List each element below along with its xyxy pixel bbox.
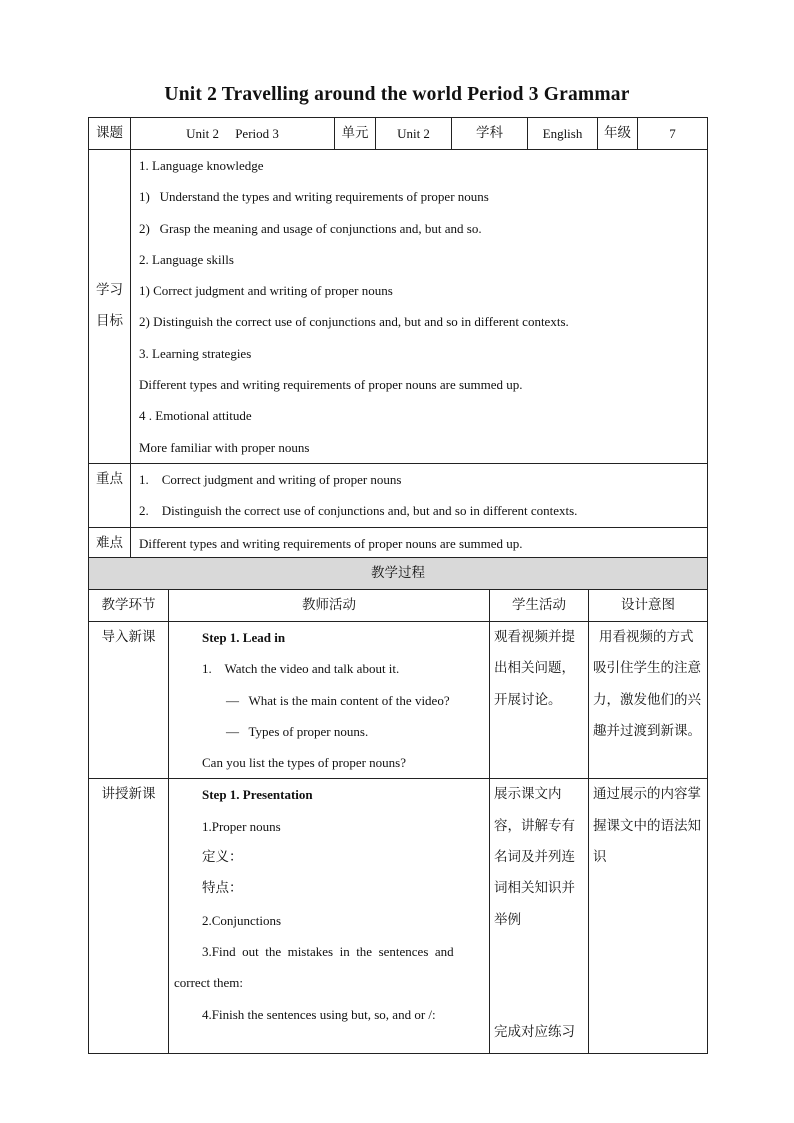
design-intent-cell: 通过展示的内容掌握课文中的语法知识 (589, 779, 708, 1054)
objective-line: 1) Correct judgment and writing of proper nouns (139, 283, 393, 299)
column-header-stage: 教学环节 (89, 590, 169, 622)
teacher-activity-cell (169, 622, 490, 779)
difficulty-label: 难点 (89, 527, 131, 559)
column-header-teacher: 教师活动 (169, 590, 490, 622)
teacher-line: 1. Watch the video and talk about it. (202, 661, 400, 677)
teacher-line: — Types of proper nouns. (226, 723, 369, 739)
unit-label: 单元 (335, 118, 376, 150)
objective-line: Different types and writing requirements of proper nouns are summed up. (139, 377, 523, 393)
student-activity-cell (490, 779, 589, 1054)
topic-value: Unit 2 Period 3 (131, 118, 335, 150)
objectives-content (131, 150, 708, 464)
column-header-intent: 设计意图 (589, 590, 708, 622)
student-exercise-text: 完成对应练习 (494, 1024, 575, 1041)
teacher-line: 定义： (202, 849, 243, 866)
teacher-line: — What is the main content of the video? (226, 692, 450, 708)
objective-line: More familiar with proper nouns (139, 439, 310, 455)
student-activity-cell: 观看视频并提出相关问题，开展讨论。 (490, 622, 589, 779)
teacher-line: 2.Conjunctions (202, 912, 282, 928)
subject-label: 学科 (452, 118, 528, 150)
objective-line: 4 . Emotional attitude (139, 408, 252, 424)
teacher-step-heading: Step 1. Presentation (202, 787, 313, 803)
key-points-label: 重点 (89, 463, 131, 527)
teacher-line: 4.Finish the sentences using but, so, and or /: (202, 1006, 436, 1022)
subject-value: English (528, 118, 598, 150)
grade-value: 7 (638, 118, 708, 150)
difficulty-text: Different types and writing requirements of proper nouns are summed up. (131, 527, 708, 559)
objective-line: 2) Grasp the meaning and usage of conjunctions and, but and so. (139, 220, 482, 236)
teacher-line: 1.Proper nouns (202, 818, 281, 834)
stage-cell: 讲授新课 (89, 779, 169, 1054)
objectives-label-line1: 学习 (96, 282, 123, 299)
column-header-student: 学生活动 (490, 590, 589, 622)
process-section-title: 教学过程 (89, 558, 708, 590)
teacher-activity-cell (169, 779, 490, 1054)
objective-line: 2) Distinguish the correct use of conjunctions and, but and so in different contexts. (139, 314, 569, 330)
teacher-line: correct them: (174, 975, 243, 991)
lesson-info-table (88, 117, 708, 560)
design-intent-cell: 用看视频的方式吸引住学生的注意力，激发他们的兴趣并过渡到新课。 (589, 622, 708, 779)
objective-line: 1) Understand the types and writing requirements of proper nouns (139, 189, 489, 205)
stage-cell: 导入新课 (89, 622, 169, 779)
key-point-line: 1. Correct judgment and writing of proper nouns (139, 471, 402, 487)
objectives-label (89, 150, 131, 464)
teacher-line: 特点： (202, 880, 243, 897)
key-point-line: 2. Distinguish the correct use of conjunctions and, but and so in different contexts. (139, 503, 578, 519)
unit-value: Unit 2 (376, 118, 452, 150)
key-points-content (131, 463, 708, 527)
teacher-line: Can you list the types of proper nouns? (202, 755, 406, 771)
student-activity-text: 展示课文内容，讲解专有名词及并列连词相关知识并举例 (494, 786, 575, 928)
objective-line: 3. Learning strategies (139, 345, 252, 361)
objective-line: 1. Language knowledge (139, 158, 264, 173)
teacher-line: 3.Find out the mistakes in the sentences and (202, 943, 454, 959)
objectives-label-line2: 目标 (96, 313, 123, 330)
document-title: Unit 2 Travelling around the world Period 3 Grammar (164, 84, 630, 105)
topic-label: 课题 (89, 118, 131, 150)
teaching-process-table (88, 557, 708, 1054)
teacher-step-heading: Step 1. Lead in (202, 630, 286, 645)
grade-label: 年级 (598, 118, 638, 150)
objective-line: 2. Language skills (139, 251, 234, 267)
